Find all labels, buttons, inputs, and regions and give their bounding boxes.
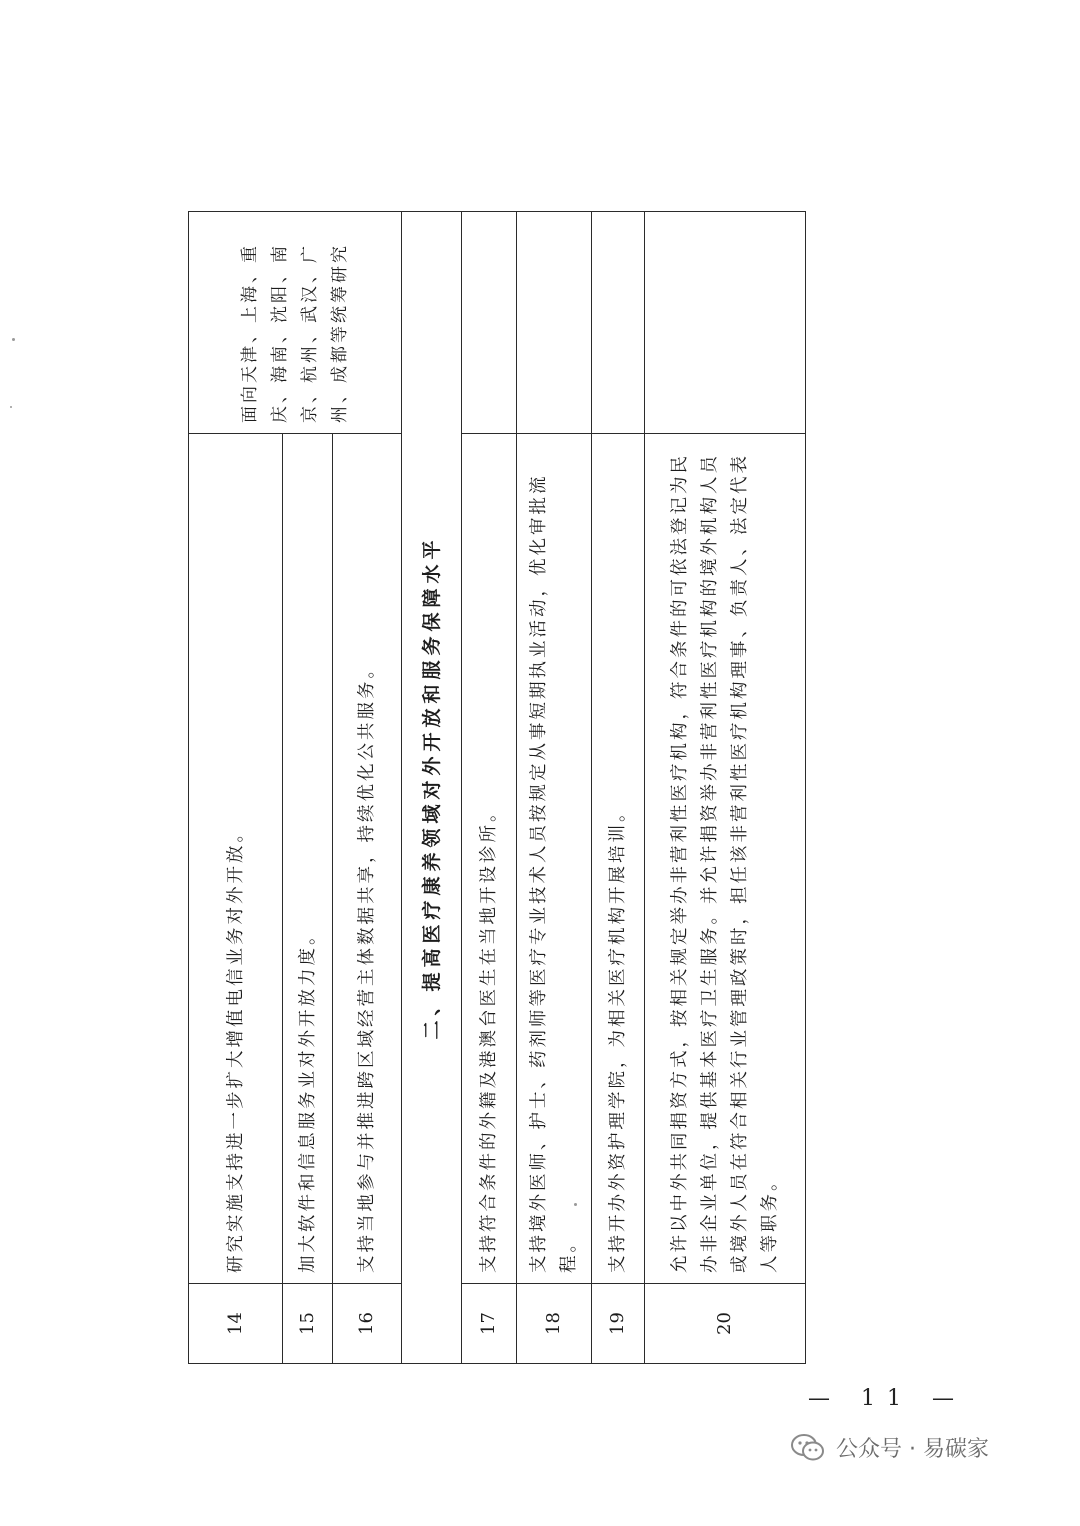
row-content: 加大软件和信息服务业对外开放力度。: [283, 434, 333, 1284]
row-content: 研究实施支持进一步扩大增值电信业务对外开放。: [189, 434, 283, 1284]
page-number: — 11 —: [808, 1386, 966, 1411]
rotated-table-container: [188, 212, 805, 1364]
row-remark: [592, 212, 645, 434]
row-number: 18: [517, 1284, 592, 1364]
footer-account-label: 公众号 · 易碳家: [836, 1437, 989, 1462]
scan-speck: [574, 1203, 577, 1206]
scan-speck: [12, 338, 15, 341]
scan-speck: [10, 406, 12, 408]
row-number: 20: [645, 1284, 806, 1364]
row-number: 14: [189, 1284, 283, 1364]
table-row: [462, 212, 517, 1364]
table-row: [517, 212, 592, 1364]
row-remark: [645, 212, 806, 434]
row-remark: [517, 212, 592, 434]
table-row: [645, 212, 806, 1364]
row-remark: [462, 212, 517, 434]
row-remark: 面向天津、上海、重庆、海南、沈阳、南京、杭州、武汉、广州、成都等统筹研究: [189, 212, 402, 434]
section-row: [402, 212, 462, 1364]
wechat-icon: [790, 1433, 826, 1463]
row-number: 15: [283, 1284, 333, 1364]
section-title: 二、提高医疗康养领域对外开放和服务保障水平: [402, 212, 462, 1364]
row-content: 支持当地参与并推进跨区域经营主体数据共享，持续优化公共服务。: [333, 434, 402, 1284]
row-number: 19: [592, 1284, 645, 1364]
wechat-footer: [790, 1432, 989, 1463]
table-row: [592, 212, 645, 1364]
row-number: 17: [462, 1284, 517, 1364]
row-content: 支持符合条件的外籍及港澳台医生在当地开设诊所。: [462, 434, 517, 1284]
row-number: 16: [333, 1284, 402, 1364]
policy-table: [188, 211, 806, 1364]
table-row: [189, 212, 283, 1364]
row-content: 支持开办外资护理学院，为相关医疗机构开展培训。: [592, 434, 645, 1284]
row-content: 允许以中外共同捐资方式，按相关规定举办非营利性医疗机构，符合条件的可依法登记为民办非企业单位，提供基本医疗卫生服务。并允许捐资举办非营利性医疗机构的境外机构人员或境外人员在符合相关行业管理政策时，担任该非营利性医疗机构理事、负责人、法定代表人等职务。: [645, 434, 806, 1284]
row-content: 支持境外医师、护士、药剂师等医疗专业技术人员按规定从事短期执业活动，优化审批流程。: [517, 434, 592, 1284]
